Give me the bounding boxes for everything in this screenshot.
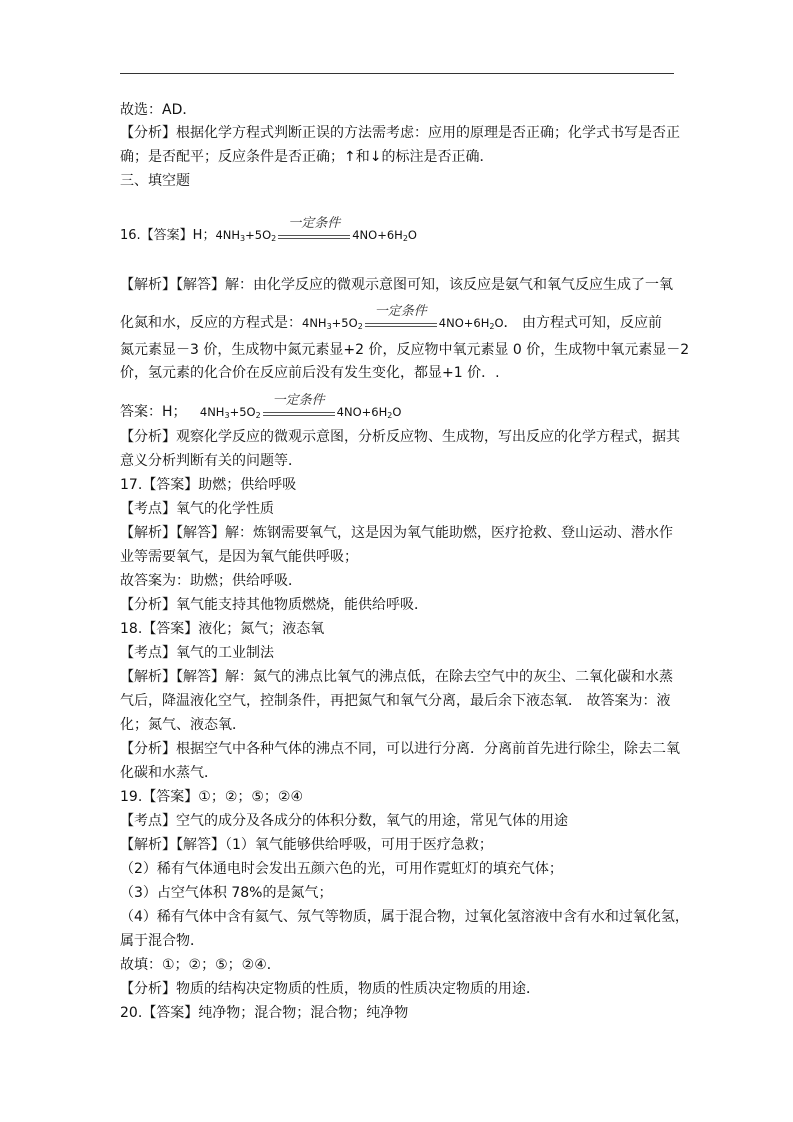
text-line: 故选：AD． xyxy=(120,102,197,118)
text-line: 氮元素显－3 价，生成物中氮元素显+2 价，反应物中氧元素显 0 价，生成物中氧元素显－2 xyxy=(120,342,690,358)
text-line: （3）占空气体积 78%的是氮气； xyxy=(120,885,333,901)
q16-answer xyxy=(120,215,417,245)
text-line: 【分析】根据空气中各种气体的沸点不同，可以进行分离．分离前首先进行除尘，除去二氧 xyxy=(120,741,680,757)
text-line: 【考点】氧气的化学性质 xyxy=(120,501,274,517)
text-line: 化；氮气、液态氧． xyxy=(120,717,246,733)
answer-line: 答案：H； $4NH_3+5O_2$ 一定条件 $4NO+6H_2O$ xyxy=(120,392,402,420)
text-line: 【分析】观察化学反应的微观示意图，分析反应物、生成物，写出反应的化学方程式，据其 xyxy=(120,429,680,445)
text-line: 18.【答案】液化；氮气；液态氧 xyxy=(120,621,325,637)
text-line: 17.【答案】助燃；供给呼吸 xyxy=(120,477,297,493)
chemical-equation: $4NH_3+5O_2$ 一定条件 $4NO+6H_2O$ xyxy=(302,303,504,331)
text-line: 故答案为：助燃；供给呼吸． xyxy=(120,573,302,589)
q16-prefix: 16.【答案】H； xyxy=(120,228,216,243)
section-heading: 三、填空题 xyxy=(120,173,190,189)
text-line: 气后，降温液化空气，控制条件，再把氮气和氧气分离，最后余下液态氧． 故答案为：液 xyxy=(120,693,671,709)
text-line: 【考点】空气的成分及各成分的体积分数，氧气的用途，常见气体的用途 xyxy=(120,813,568,829)
text-line: 【分析】氧气能支持其他物质燃烧，能供给呼吸． xyxy=(120,597,428,613)
text-line: 属于混合物． xyxy=(120,933,204,949)
text-line: （2）稀有气体通电时会发出五颜六色的光，可用作霓虹灯的填充气体； xyxy=(120,861,563,877)
text-line: 意义分析判断有关的问题等． xyxy=(120,453,302,469)
text-line: 【解析】【解答】解：氮气的沸点比氧气的沸点低，在除去空气中的灰尘、二氧化碳和水蒸 xyxy=(120,669,673,685)
text-line: 故填：①；②；⑤；②④． xyxy=(120,957,281,973)
text-line: （4）稀有气体中含有氦气、氖气等物质，属于混合物，过氧化氢溶液中含有水和过氧化氢， xyxy=(120,909,689,925)
text-line: 20.【答案】纯净物；混合物；混合物；纯净物 xyxy=(120,1005,409,1021)
text-line: 业等需要氧气，是因为氧气能供呼吸； xyxy=(120,549,358,565)
text-line: 【考点】氧气的工业制法 xyxy=(120,645,274,661)
header-rule xyxy=(120,73,674,74)
text-line: 化氮和水，反应的方程式是：$4NH_3+5O_2$ 一定条件 $4NO+6H_2O$． 由方程式可知，反应前 xyxy=(120,303,662,331)
reaction-arrow: 一定条件 xyxy=(263,404,335,422)
text-line: 化碳和水蒸气． xyxy=(120,765,218,781)
text-line: 【解析】【解答】解：炼钢需要氧气，这是因为氧气能助燃，医疗抢救、登山运动、潜水作 xyxy=(120,525,673,541)
text-line: 19.【答案】①；②；⑤；②④ xyxy=(120,789,304,805)
chemical-equation: $4NH_3+5O_2$ 一定条件 $4NO+6H_2O$ xyxy=(215,215,417,243)
reaction-arrow: 一定条件 xyxy=(365,315,437,333)
text-line: 价，氢元素的化合价在反应前后没有发生变化，都显+1 价．. xyxy=(120,365,500,381)
text-line: 【解析】【解答】解：由化学反应的微观示意图可知，该反应是氨气和氧气反应生成了一氧 xyxy=(120,277,673,293)
text-line: 确；是否配平；反应条件是否正确；↑和↓的标注是否正确． xyxy=(120,149,494,165)
reaction-arrow: 一定条件 xyxy=(278,227,350,245)
text-line: 【分析】根据化学方程式判断正误的方法需考虑：应用的原理是否正确；化学式书写是否正 xyxy=(120,125,680,141)
text-line: 【分析】物质的结构决定物质的性质，物质的性质决定物质的用途． xyxy=(120,981,540,997)
chemical-equation: $4NH_3+5O_2$ 一定条件 $4NO+6H_2O$ xyxy=(199,392,402,420)
text-line: 【解析】【解答】（1）氧气能够供给呼吸，可用于医疗急救； xyxy=(120,837,493,853)
